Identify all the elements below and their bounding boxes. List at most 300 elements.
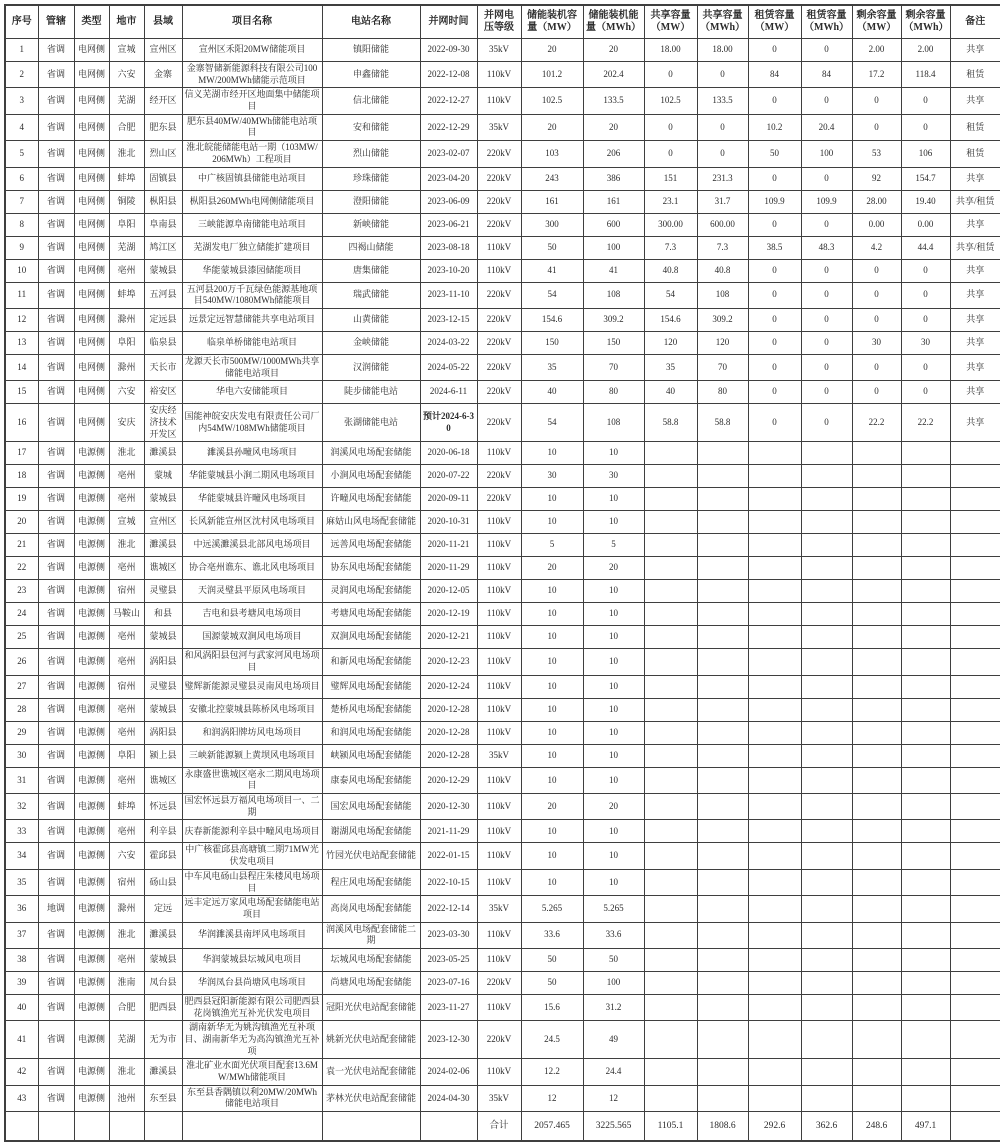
- table-cell: [748, 626, 801, 649]
- table-cell: 110kV: [477, 442, 521, 465]
- table-cell: 小涧风电场配套储能: [322, 465, 420, 488]
- table-cell: 定远: [144, 896, 182, 922]
- table-cell: 阜阳: [109, 331, 144, 354]
- table-row: [5, 820, 1000, 843]
- table-cell: [748, 721, 801, 744]
- table-cell: 110kV: [477, 820, 521, 843]
- table-cell: 电网侧: [74, 282, 109, 308]
- table-cell: 48.3: [801, 236, 852, 259]
- table-cell: [644, 1059, 697, 1085]
- table-cell: 10: [583, 869, 644, 895]
- table-cell: 0: [901, 114, 950, 140]
- table-cell: 5: [521, 534, 583, 557]
- table-cell: 省调: [38, 794, 74, 820]
- table-cell: 烈山储能: [322, 141, 420, 167]
- table-cell: 枞阳县260MWh电网侧储能项目: [182, 190, 322, 213]
- table-row: [5, 282, 1000, 308]
- table-row: [5, 88, 1000, 114]
- table-row: [5, 1085, 1000, 1111]
- table-cell: 省调: [38, 557, 74, 580]
- table-cell: 58.8: [644, 404, 697, 442]
- table-cell: 电网侧: [74, 381, 109, 404]
- table-cell: 386: [583, 167, 644, 190]
- table-cell: [697, 534, 748, 557]
- header-cell: 租赁容量（MW）: [748, 5, 801, 39]
- table-cell: [801, 744, 852, 767]
- table-cell: 10: [521, 820, 583, 843]
- table-cell: 省调: [38, 381, 74, 404]
- table-cell: [852, 626, 901, 649]
- table-cell: 临泉县: [144, 331, 182, 354]
- table-cell: 10: [583, 580, 644, 603]
- table-cell: 20: [583, 114, 644, 140]
- table-cell: 省调: [38, 1059, 74, 1085]
- table-cell: 0.00: [852, 213, 901, 236]
- table-cell: 10: [583, 488, 644, 511]
- table-cell: 省调: [38, 488, 74, 511]
- table-cell: 定远县: [144, 308, 182, 331]
- table-cell: [697, 465, 748, 488]
- table-cell: [644, 843, 697, 869]
- table-cell: 省调: [38, 236, 74, 259]
- table-cell: 镇阳储能: [322, 39, 420, 62]
- table-cell: 庆春新能源利辛县中疃风电场项目: [182, 820, 322, 843]
- table-cell: 省调: [38, 308, 74, 331]
- table-cell: 国能神皖安庆发电有限责任公司厂内54MW/108MWh储能项目: [182, 404, 322, 442]
- table-row: [5, 1059, 1000, 1085]
- table-cell: 18.00: [644, 39, 697, 62]
- table-cell: [901, 603, 950, 626]
- table-cell: [852, 820, 901, 843]
- table-cell: 电源侧: [74, 922, 109, 948]
- table-cell: 和县: [144, 603, 182, 626]
- table-cell: 金寨: [144, 62, 182, 88]
- table-cell: [950, 1059, 1000, 1085]
- table-cell: [801, 1085, 852, 1111]
- table-cell: [748, 948, 801, 971]
- table-cell: 10: [583, 511, 644, 534]
- table-cell: 0: [852, 308, 901, 331]
- table-cell: 电网侧: [74, 114, 109, 140]
- total-cell: 1808.6: [697, 1112, 748, 1142]
- table-cell: 中远溪濉溪县北部风电场项目: [182, 534, 322, 557]
- table-cell: [950, 511, 1000, 534]
- table-cell: 2020-12-24: [420, 675, 477, 698]
- table-cell: [644, 869, 697, 895]
- table-cell: 池州: [109, 1085, 144, 1111]
- table-cell: 110kV: [477, 994, 521, 1020]
- table-cell: 砀山县: [144, 869, 182, 895]
- table-cell: 300: [521, 213, 583, 236]
- table-cell: 宿州: [109, 580, 144, 603]
- table-cell: 35kV: [477, 114, 521, 140]
- table-cell: 300.00: [644, 213, 697, 236]
- table-cell: 省调: [38, 282, 74, 308]
- table-cell: 淮北: [109, 442, 144, 465]
- table-cell: 38.5: [748, 236, 801, 259]
- table-cell: 电源侧: [74, 626, 109, 649]
- table-cell: 10: [521, 721, 583, 744]
- table-cell: 220kV: [477, 971, 521, 994]
- table-cell: 3: [5, 88, 38, 114]
- table-cell: 0.00: [901, 213, 950, 236]
- table-cell: 33.6: [583, 922, 644, 948]
- table-cell: 102.5: [521, 88, 583, 114]
- table-cell: 省调: [38, 698, 74, 721]
- table-cell: 10: [521, 843, 583, 869]
- table-row: [5, 331, 1000, 354]
- table-cell: 40.8: [644, 259, 697, 282]
- table-cell: 电源侧: [74, 896, 109, 922]
- table-cell: 陡步储能电站: [322, 381, 420, 404]
- table-cell: 18: [5, 465, 38, 488]
- table-cell: [644, 794, 697, 820]
- table-cell: 三峡新能源颍上黄坝风电场项目: [182, 744, 322, 767]
- table-cell: 2020-12-30: [420, 794, 477, 820]
- table-cell: 110kV: [477, 580, 521, 603]
- table-cell: 0: [801, 308, 852, 331]
- table-cell: 电源侧: [74, 971, 109, 994]
- table-cell: 省调: [38, 39, 74, 62]
- table-cell: 淮北: [109, 141, 144, 167]
- table-cell: 固镇县: [144, 167, 182, 190]
- table-cell: [950, 869, 1000, 895]
- table-row: [5, 511, 1000, 534]
- table-cell: 44.4: [901, 236, 950, 259]
- table-cell: 电源侧: [74, 442, 109, 465]
- header-cell: 电站名称: [322, 5, 420, 39]
- table-cell: [748, 994, 801, 1020]
- table-cell: 电网侧: [74, 259, 109, 282]
- table-row: [5, 213, 1000, 236]
- table-cell: [901, 744, 950, 767]
- table-cell: 220kV: [477, 167, 521, 190]
- table-cell: 共享/租赁: [950, 190, 1000, 213]
- table-cell: [852, 1021, 901, 1059]
- table-cell: 电源侧: [74, 744, 109, 767]
- table-cell: 2022-01-15: [420, 843, 477, 869]
- table-cell: 0: [748, 308, 801, 331]
- table-cell: 阜南县: [144, 213, 182, 236]
- table-cell: 协东风电场配套储能: [322, 557, 420, 580]
- table-cell: 东至县香隅镇以利20MW/20MWh储能电站项目: [182, 1085, 322, 1111]
- table-cell: 电源侧: [74, 488, 109, 511]
- table-cell: 汉润储能: [322, 354, 420, 380]
- table-cell: [801, 442, 852, 465]
- table-cell: 11: [5, 282, 38, 308]
- table-cell: [748, 698, 801, 721]
- table-cell: [901, 1085, 950, 1111]
- table-cell: 0: [697, 62, 748, 88]
- table-cell: 2023-12-30: [420, 1021, 477, 1059]
- total-cell: [950, 1112, 1000, 1142]
- table-cell: 省调: [38, 114, 74, 140]
- table-cell: 2023-04-20: [420, 167, 477, 190]
- table-cell: 电源侧: [74, 1085, 109, 1111]
- table-cell: 淮北: [109, 1059, 144, 1085]
- table-cell: 省调: [38, 603, 74, 626]
- table-cell: 0: [901, 259, 950, 282]
- table-cell: 0: [697, 141, 748, 167]
- table-cell: 220kV: [477, 308, 521, 331]
- table-cell: 谯城区: [144, 767, 182, 793]
- table-cell: 4.2: [852, 236, 901, 259]
- table-cell: 2022-12-27: [420, 88, 477, 114]
- table-row: [5, 190, 1000, 213]
- table-cell: [852, 721, 901, 744]
- table-cell: 亳州: [109, 721, 144, 744]
- table-cell: 0: [748, 259, 801, 282]
- total-cell: [322, 1112, 420, 1142]
- table-cell: [697, 649, 748, 675]
- table-cell: [950, 580, 1000, 603]
- table-cell: [644, 721, 697, 744]
- table-cell: 12: [521, 1085, 583, 1111]
- table-cell: [697, 1021, 748, 1059]
- table-cell: 省调: [38, 331, 74, 354]
- table-row: [5, 603, 1000, 626]
- table-cell: 宣城: [109, 511, 144, 534]
- table-cell: [950, 794, 1000, 820]
- table-cell: [697, 994, 748, 1020]
- table-cell: 0: [852, 259, 901, 282]
- table-cell: 100: [801, 141, 852, 167]
- table-cell: 10: [583, 649, 644, 675]
- table-cell: 10: [521, 767, 583, 793]
- table-cell: 10: [583, 603, 644, 626]
- table-cell: 电源侧: [74, 580, 109, 603]
- table-cell: 2020-11-29: [420, 557, 477, 580]
- table-cell: 7: [5, 190, 38, 213]
- table-head: [5, 5, 1000, 39]
- table-cell: 省调: [38, 721, 74, 744]
- table-cell: 10: [521, 442, 583, 465]
- header-cell: 地市: [109, 5, 144, 39]
- table-cell: 宣州区禾阳20MW储能项目: [182, 39, 322, 62]
- table-cell: 电源侧: [74, 603, 109, 626]
- table-cell: 0: [801, 354, 852, 380]
- table-cell: 110kV: [477, 626, 521, 649]
- table-cell: 濉溪县: [144, 534, 182, 557]
- table-cell: [748, 649, 801, 675]
- table-cell: 安徽北控蒙城县陈桥风电场项目: [182, 698, 322, 721]
- table-cell: 省调: [38, 88, 74, 114]
- table-cell: 154.6: [521, 308, 583, 331]
- table-cell: [901, 843, 950, 869]
- table-cell: 电源侧: [74, 557, 109, 580]
- table-cell: 53: [852, 141, 901, 167]
- table-cell: [901, 534, 950, 557]
- table-cell: 220kV: [477, 1021, 521, 1059]
- table-cell: 49: [583, 1021, 644, 1059]
- table-cell: 10: [521, 869, 583, 895]
- table-cell: [852, 675, 901, 698]
- table-cell: [901, 820, 950, 843]
- table-cell: 110kV: [477, 649, 521, 675]
- table-cell: [697, 869, 748, 895]
- table-cell: 凤台县: [144, 971, 182, 994]
- table-cell: [644, 896, 697, 922]
- table-cell: 怀远县: [144, 794, 182, 820]
- table-cell: 和润风电场配套储能: [322, 721, 420, 744]
- table-cell: 40: [644, 381, 697, 404]
- header-cell: 共享容量（MWh）: [697, 5, 748, 39]
- table-cell: 5.265: [521, 896, 583, 922]
- table-cell: 110kV: [477, 698, 521, 721]
- table-cell: 电源侧: [74, 1059, 109, 1085]
- table-cell: 亳州: [109, 767, 144, 793]
- table-cell: 安和储能: [322, 114, 420, 140]
- table-cell: 2024-04-30: [420, 1085, 477, 1111]
- table-cell: 22.2: [852, 404, 901, 442]
- table-cell: 84: [801, 62, 852, 88]
- table-cell: [801, 896, 852, 922]
- table-cell: [852, 511, 901, 534]
- table-cell: 三峡能源阜南储能电站项目: [182, 213, 322, 236]
- table-cell: [748, 675, 801, 698]
- table-cell: 0: [801, 88, 852, 114]
- table-cell: 0: [852, 282, 901, 308]
- table-cell: [901, 675, 950, 698]
- table-cell: 27: [5, 675, 38, 698]
- table-cell: 16: [5, 404, 38, 442]
- table-row: [5, 971, 1000, 994]
- table-cell: [644, 1021, 697, 1059]
- table-cell: 22.2: [901, 404, 950, 442]
- table-cell: 省调: [38, 167, 74, 190]
- table-cell: 2020-12-28: [420, 744, 477, 767]
- table-cell: [801, 675, 852, 698]
- table-cell: [697, 843, 748, 869]
- table-cell: [901, 580, 950, 603]
- table-cell: 竹园光伏电站配套储能: [322, 843, 420, 869]
- table-cell: 电网侧: [74, 213, 109, 236]
- table-cell: 亳州: [109, 649, 144, 675]
- table-cell: 150: [583, 331, 644, 354]
- table-cell: 13: [5, 331, 38, 354]
- table-cell: 2020-12-21: [420, 626, 477, 649]
- table-cell: 新峡储能: [322, 213, 420, 236]
- table-cell: [801, 580, 852, 603]
- table-cell: 亳州: [109, 557, 144, 580]
- table-cell: [852, 603, 901, 626]
- table-cell: 37: [5, 922, 38, 948]
- table-cell: [950, 922, 1000, 948]
- table-cell: 103: [521, 141, 583, 167]
- table-cell: 220kV: [477, 141, 521, 167]
- table-cell: [950, 626, 1000, 649]
- table-cell: 154.7: [901, 167, 950, 190]
- table-cell: 省调: [38, 404, 74, 442]
- table-cell: 蒙城县: [144, 488, 182, 511]
- table-cell: [644, 580, 697, 603]
- table-cell: 电源侧: [74, 698, 109, 721]
- table-cell: 共享: [950, 259, 1000, 282]
- table-cell: [748, 744, 801, 767]
- table-cell: 电源侧: [74, 820, 109, 843]
- table-cell: 袁一光伏电站配套储能: [322, 1059, 420, 1085]
- table-cell: 133.5: [583, 88, 644, 114]
- table-row: [5, 721, 1000, 744]
- table-cell: [801, 534, 852, 557]
- table-cell: [644, 603, 697, 626]
- table-cell: 10: [5, 259, 38, 282]
- table-cell: [644, 767, 697, 793]
- table-cell: 106: [901, 141, 950, 167]
- table-cell: 2022-12-14: [420, 896, 477, 922]
- table-cell: 110kV: [477, 869, 521, 895]
- table-cell: 六安: [109, 62, 144, 88]
- table-cell: 安庆: [109, 404, 144, 442]
- table-cell: [697, 488, 748, 511]
- table-cell: 84: [748, 62, 801, 88]
- table-cell: 共享: [950, 404, 1000, 442]
- total-cell: 248.6: [852, 1112, 901, 1142]
- table-cell: 共享/租赁: [950, 236, 1000, 259]
- table-cell: 中广核固镇县储能电站项目: [182, 167, 322, 190]
- table-cell: 华能蒙城县漆园储能项目: [182, 259, 322, 282]
- table-cell: 30: [852, 331, 901, 354]
- table-cell: [644, 534, 697, 557]
- table-cell: 2020-12-19: [420, 603, 477, 626]
- table-cell: 山黄储能: [322, 308, 420, 331]
- table-cell: 8: [5, 213, 38, 236]
- table-cell: 110kV: [477, 511, 521, 534]
- table-cell: 省调: [38, 744, 74, 767]
- table-cell: 10: [583, 721, 644, 744]
- table-cell: 20: [521, 39, 583, 62]
- table-cell: 7.3: [697, 236, 748, 259]
- table-cell: [901, 465, 950, 488]
- table-cell: 110kV: [477, 922, 521, 948]
- table-cell: [801, 698, 852, 721]
- table-cell: 54: [521, 282, 583, 308]
- table-cell: [901, 698, 950, 721]
- table-cell: 五河县200万千瓦绿色能源基地项目540MW/1080MWh储能项目: [182, 282, 322, 308]
- table-cell: [748, 442, 801, 465]
- table-cell: 35: [644, 354, 697, 380]
- table-cell: 110kV: [477, 603, 521, 626]
- table-cell: 108: [583, 404, 644, 442]
- table-cell: 12: [5, 308, 38, 331]
- header-cell: 储能装机能量（MWh）: [583, 5, 644, 39]
- total-cell: 497.1: [901, 1112, 950, 1142]
- table-cell: 220kV: [477, 190, 521, 213]
- total-cell: [420, 1112, 477, 1142]
- table-cell: 23: [5, 580, 38, 603]
- table-cell: 92: [852, 167, 901, 190]
- table-cell: 600.00: [697, 213, 748, 236]
- table-row: [5, 39, 1000, 62]
- table-cell: 20: [521, 557, 583, 580]
- table-cell: 5: [5, 141, 38, 167]
- table-cell: 共享: [950, 39, 1000, 62]
- table-cell: 省调: [38, 190, 74, 213]
- table-cell: 28: [5, 698, 38, 721]
- table-cell: 烈山区: [144, 141, 182, 167]
- table-cell: 110kV: [477, 794, 521, 820]
- table-cell: 10: [583, 442, 644, 465]
- table-cell: 110kV: [477, 259, 521, 282]
- table-cell: 10: [583, 675, 644, 698]
- table-cell: 25: [5, 626, 38, 649]
- table-cell: 2020-12-28: [420, 698, 477, 721]
- table-cell: 2.00: [901, 39, 950, 62]
- table-cell: 2023-06-09: [420, 190, 477, 213]
- table-cell: 10: [583, 626, 644, 649]
- table-cell: 110kV: [477, 721, 521, 744]
- table-cell: 电源侧: [74, 534, 109, 557]
